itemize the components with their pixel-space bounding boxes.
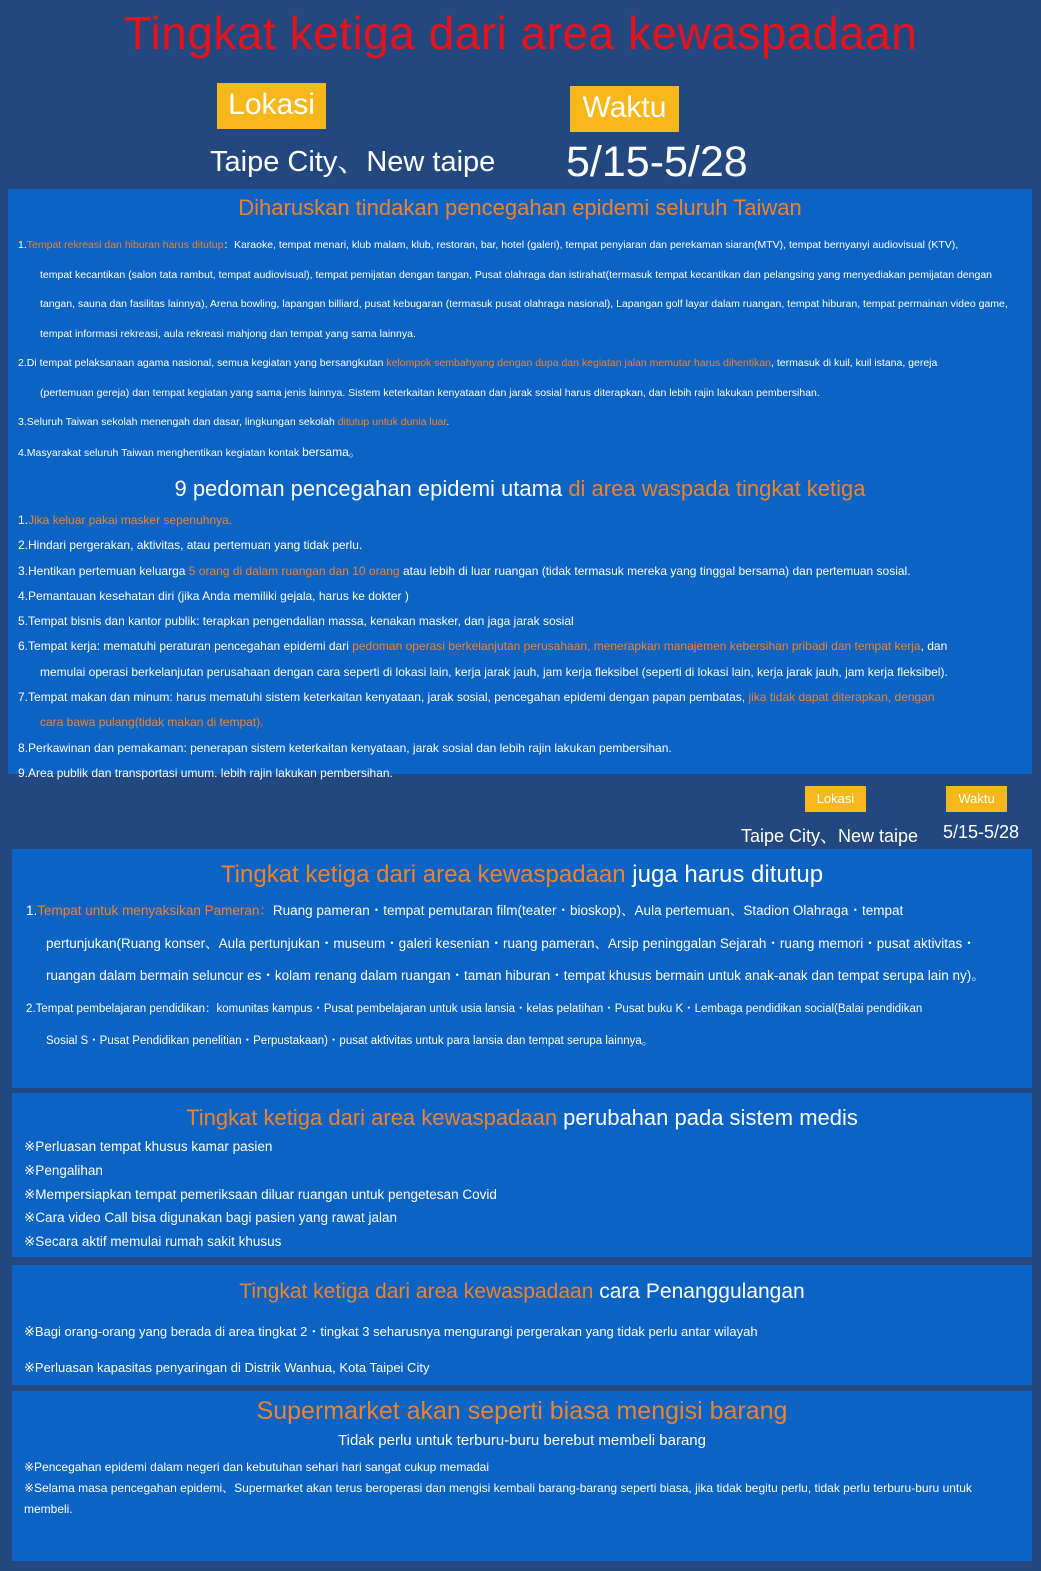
list-item: 6.Tempat kerja: mematuhi peraturan pencegahan epidemi dari pedoman operasi berkelanjutan perusahaan, menerapkan manajemen kebersihan pribadi dan tempat kerja, dan memulai operasi berkelanjutan perusahaan dengan cara seperti di lokasi lain, kerja jarak jauh, jam kerja fleksibel (seperti di lokasi lain, kerja jarak jauh, jam kerja fleksibel). xyxy=(18,639,948,679)
medical-changes-title: Tingkat ketiga dari area kewaspadaan perubahan pada sistem medis xyxy=(186,1105,858,1130)
supermarket-panel xyxy=(12,1391,1032,1561)
time-label: Waktu xyxy=(570,86,679,132)
list-item: ※Secara aktif memulai rumah sakit khusus xyxy=(24,1234,282,1250)
supermarket-list xyxy=(24,1457,1020,1520)
nationwide-measures-title: Diharuskan tindakan pencegahan epidemi seluruh Taiwan xyxy=(238,195,802,220)
location-label: Lokasi xyxy=(217,83,326,129)
list-item: ※Cara video Call bisa digunakan bagi pasien yang rawat jalan xyxy=(24,1210,398,1226)
main-title: Tingkat ketiga dari area kewaspadaan xyxy=(123,7,918,59)
countermeasures-panel xyxy=(12,1265,1032,1385)
medical-changes-panel xyxy=(12,1093,1032,1257)
countermeasures-title: Tingkat ketiga dari area kewaspadaan cara Penanggulangan xyxy=(239,1280,805,1303)
location-label-small: Lokasi xyxy=(805,786,866,812)
list-item: 2.Di tempat pelaksanaan agama nasional, semua kegiatan yang bersangkutan kelompok sembahyang dengan dupa dan kegiatan jalan memutar harus dihentikan, termasuk di kuil, kuil istana, gereja (pertemuan gereja) dan tempat kegiatan yang sama jenis lainnya. Sistem keterkaitan kenyataan dan jarak sosial harus diterapkan, dan lebih rajin lakukan pembersihan. xyxy=(18,357,938,399)
medical-changes-list xyxy=(24,1135,1020,1254)
list-item: 1.Jika keluar pakai masker sepenuhnya. xyxy=(18,513,233,527)
list-item: 8.Perkawinan dan pemakaman: penerapan sistem keterkaitan kenyataan, jarak sosial dan lebih rajin lakukan pembersihan. xyxy=(18,740,672,755)
list-item: 1.Tempat rekreasi dan hiburan harus ditutup：Karaoke, tempat menari, klub malam, klub, restoran, bar, hotel (galeri), tempat penyiaran dan perekaman siaran(MTV), tempat bernyanyi audiovisual (KTV), tempat kecantikan (salon tata rambut, tempat audiovisual), tempat pemijatan dengan tangan, Pusat olahraga dan istirahat(termasuk tempat kecantikan dan pelangsing yang menyediakan pemijatan dengan tangan, sauna dan fasilitas lainnya), Arena bowling, lapangan billiard, pusat kebugaran (termasuk pusat olahraga nasional), Lapangan golf layar dalam ruangan, tempat hiburan, tempat permainan video game, tempat informasi rekreasi, aula rekreasi mahjong dan tempat yang sama lainnya. xyxy=(18,239,1008,340)
guidelines-list xyxy=(18,508,1022,786)
nationwide-measures-list xyxy=(18,231,1022,468)
list-item: 3.Hentikan pertemuan keluarga 5 orang di dalam ruangan dan 10 orang atau lebih di luar ruangan (tidak termasuk mereka yang tinggal bersama) dan pertemuan sosial. xyxy=(18,563,911,578)
supermarket-title: Supermarket akan seperti biasa mengisi barang xyxy=(256,1397,788,1425)
list-item: ※Pencegahan epidemi dalam negeri dan kebutuhan sehari hari sangat cukup memadai xyxy=(24,1460,490,1474)
list-item: 5.Tempat bisnis dan kantor publik: terapkan pengendalian massa, kenakan masker, dan jaga jarak sosial xyxy=(18,614,574,629)
list-item: 4.Masyarakat seluruh Taiwan menghentikan kegiatan kontak bersama。 xyxy=(18,444,361,459)
location-value: Taipe City、New taipe xyxy=(210,146,496,178)
closures-list xyxy=(26,895,1018,1058)
list-item: 7.Tempat makan dan minum: harus mematuhi sistem keterkaitan kenyataan, jarak sosial, pencegahan epidemi dengan papan pembatas, jika tidak dapat diterapkan, dengan cara bawa pulang(tidak makan di tempat). xyxy=(18,690,935,730)
list-item: ※Mempersiapkan tempat pemeriksaan diluar ruangan untuk pengetesan Covid xyxy=(24,1186,497,1202)
list-item: 9.Area publik dan transportasi umum. lebih rajin lakukan pembersihan. xyxy=(18,765,393,780)
countermeasures-list xyxy=(24,1314,1020,1386)
date-value-small: 5/15-5/28 xyxy=(943,822,1020,842)
list-item: 1.Tempat untuk menyaksikan Pameran：Ruang pameran・tempat pemutaran film(teater・bioskop)、Aula pertemuan、Stadion Olahraga・tempat pertunjukan(Ruang konser、Aula pertunjukan・museum・galeri kesenian・ruang pameran、Arsip peninggalan Sejarah・ruang memori・pusat aktivitas・ruangan dalam bermain seluncur es・kolam renang dalam ruangan・taman hiburan・tempat khusus bermain untuk anak-anak dan tempat serupa lain ny)。 xyxy=(26,903,985,983)
time-label-small: Waktu xyxy=(946,786,1007,812)
closures-panel xyxy=(12,849,1032,1088)
closures-title: Tingkat ketiga dari area kewaspadaan juga harus ditutup xyxy=(220,861,824,888)
guidelines-title: 9 pedoman pencegahan epidemi utama di area waspada tingkat ketiga xyxy=(174,476,866,501)
list-item: 4.Pemantauan kesehatan diri (jika Anda memiliki gejala, harus ke dokter ) xyxy=(18,588,409,603)
date-value: 5/15-5/28 xyxy=(566,138,748,186)
list-item: 2.Hindari pergerakan, aktivitas, atau pertemuan yang tidak perlu. xyxy=(18,538,363,553)
location-value-small: Taipe City、New taipe xyxy=(741,826,919,846)
nationwide-measures-panel xyxy=(8,189,1032,780)
list-item: 3.Seluruh Taiwan sekolah menengah dan dasar, lingkungan sekolah ditutup untuk dunia luar. xyxy=(18,416,450,428)
list-item: ※Perluasan kapasitas penyaringan di Distrik Wanhua, Kota Taipei City xyxy=(24,1360,430,1375)
list-item: ※Bagi orang-orang yang berada di area tingkat 2・tingkat 3 seharusnya mengurangi pergerakan yang tidak perlu antar wilayah xyxy=(24,1324,758,1339)
supermarket-subtitle: Tidak perlu untuk terburu-buru berebut membeli barang xyxy=(338,1432,706,1449)
list-item: ※Pengalihan xyxy=(24,1162,103,1178)
list-item: 2.Tempat pembelajaran pendidikan：komunitas kampus・Pusat pembelajaran untuk usia lansia・kelas pelatihan・Pusat buku K・Lembaga pendidikan social(Balai pendidikan Sosial S・Pusat Pendidikan penelitian・Perpustakaan)・pusat aktivitas untuk para lansia dan tempat serupa lainnya。 xyxy=(26,1002,923,1047)
list-item: ※Perluasan tempat khusus kamar pasien xyxy=(24,1139,273,1154)
list-item: ※Selama masa pencegahan epidemi、Supermarket akan terus beroperasi dan mengisi kembali barang-barang seperti biasa, jika tidak begitu perlu, tidak perlu terburu-buru untuk membeli. xyxy=(24,1481,972,1516)
